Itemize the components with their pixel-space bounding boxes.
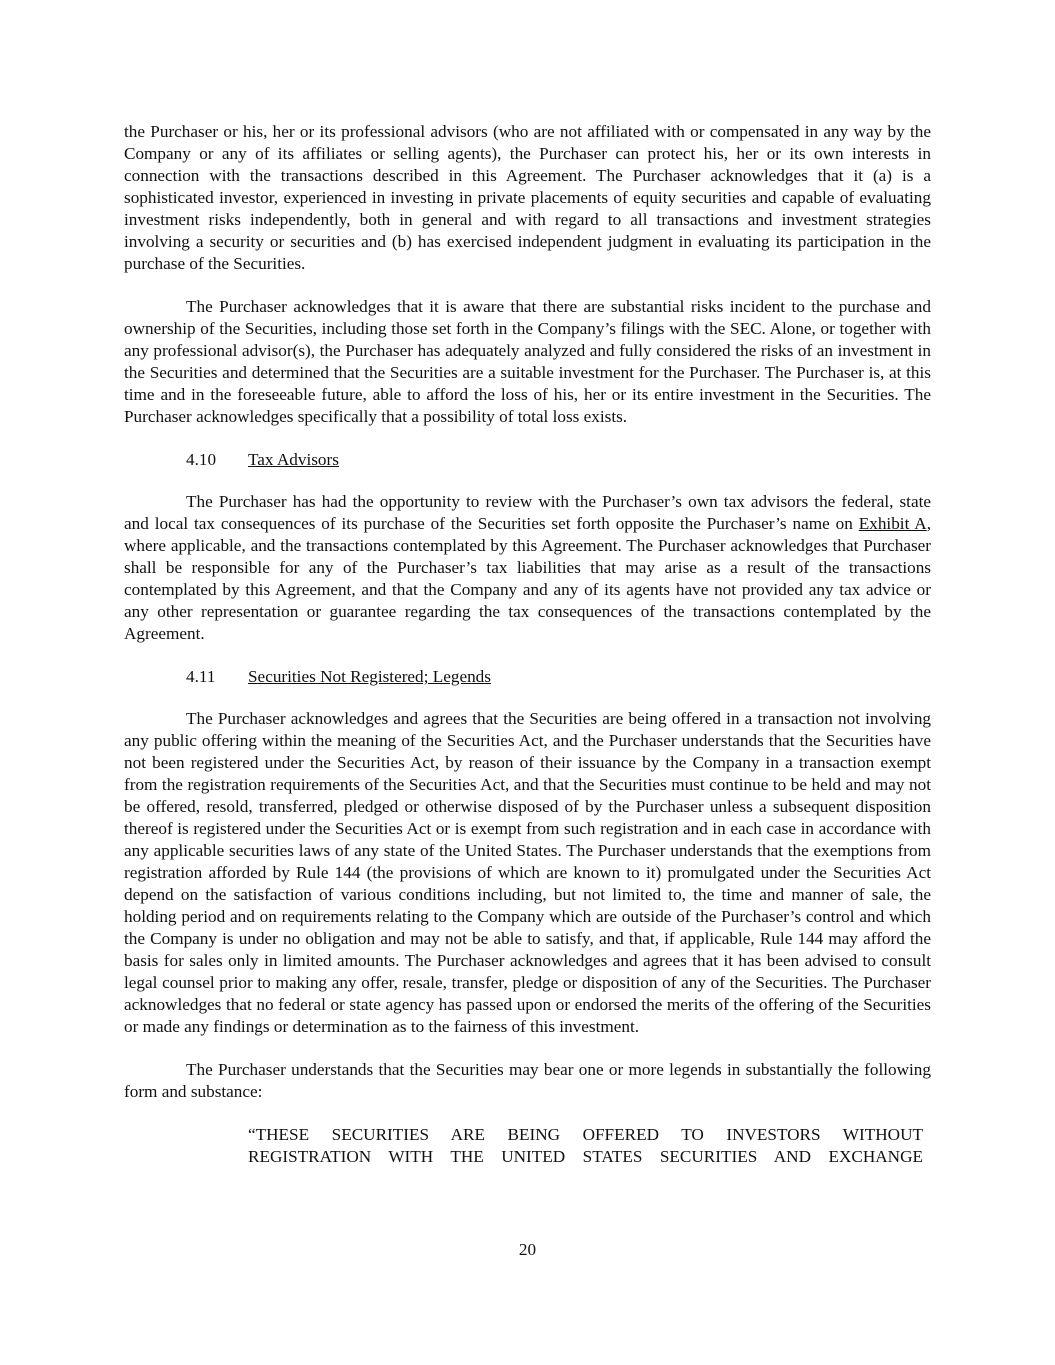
paragraph-investment-risks: The Purchaser acknowledges that it is aware that there are substantial risks incident to the purchase and ownership of the Securities, including those set forth in the Company’s filings with the SEC. Alone, or together with any professional advisor(s), the Purchaser has adequately analyzed and fully considered the risks of an investment in the Securities and determined that the Securities are a suitable investment for the Purchaser. The Purchaser is, at this time and in the foreseeable future, able to afford the loss of his, her or its entire investment in the Securities. The Purchaser acknowledges specifically that a possibility of total loss exists. bbox=[124, 297, 931, 426]
paragraph-sophisticated-investor: the Purchaser or his, her or its professional advisors (who are not affiliated with or compensated in any way by the Company or any of its affiliates or selling agents), the Purchaser can protect his, her or its own interests in connection with the transactions described in this Agreement. The Purchaser acknowledges that it (a) is a sophisticated investor, experienced in investing in private placements of equity securities and capable of evaluating investment risks independently, both in general and with regard to all transactions and investment strategies involving a security or securities and (b) has exercised independent judgment in evaluating its participation in the purchase of the Securities. bbox=[124, 122, 931, 273]
legend-block-quote bbox=[248, 1124, 923, 1168]
section-heading-securities-not-registered bbox=[186, 666, 931, 688]
tax-text-after-link: , where applicable, and the transactions contemplated by this Agreement. The Purchaser acknowledges that Purchaser shall be responsible for any of the Purchaser’s tax liabilities that may arise as a result of the transactions contemplated by this Agreement, and that the Company and any of its agents have not provided any tax advice or any other representation or guarantee regarding the tax consequences of the transactions contemplated by the Agreement. bbox=[124, 514, 931, 643]
page-number: 20 bbox=[518, 1240, 537, 1259]
paragraph-tax-advisors bbox=[124, 491, 931, 645]
paragraph-legends-intro: The Purchaser understands that the Securities may bear one or more legends in substantially the following form and substance: bbox=[124, 1060, 931, 1101]
section-heading-tax-advisors bbox=[186, 449, 931, 471]
legend-line: REGISTRATION WITH THE UNITED STATES SECURITIES AND EXCHANGE bbox=[248, 1147, 923, 1166]
section-number: 4.11 bbox=[186, 667, 216, 686]
legend-line: “THESE SECURITIES ARE BEING OFFERED TO INVESTORS WITHOUT bbox=[248, 1125, 923, 1144]
document-page bbox=[124, 121, 931, 1168]
exhibit-a-reference: Exhibit A bbox=[858, 514, 927, 533]
section-title: Tax Advisors bbox=[248, 450, 339, 469]
tax-text-before-link: The Purchaser has had the opportunity to review with the Purchaser’s own tax advisors the federal, state and local tax consequences of its purchase of the Securities set forth opposite the Purchaser’s name on bbox=[124, 492, 931, 533]
paragraph-securities-not-registered: The Purchaser acknowledges and agrees that the Securities are being offered in a transaction not involving any public offering within the meaning of the Securities Act, and the Purchaser understands that the Securities have not been registered under the Securities Act, by reason of their issuance by the Company in a transaction exempt from the registration requirements of the Securities Act, and that the Securities must continue to be held and may not be offered, resold, transferred, pledged or otherwise disposed of by the Purchaser unless a subsequent disposition thereof is registered under the Securities Act or is exempt from such registration and in each case in accordance with any applicable securities laws of any state of the United States. The Purchaser understands that the exemptions from registration afforded by Rule 144 (the provisions of which are known to it) promulgated under the Securities Act depend on the satisfaction of various conditions including, but not limited to, the time and manner of sale, the holding period and on requirements relating to the Company which are outside of the Purchaser’s control and which the Company is under no obligation and may not be able to satisfy, and that, if applicable, Rule 144 may afford the basis for sales only in limited amounts. The Purchaser acknowledges and agrees that it has been advised to consult legal counsel prior to making any offer, resale, transfer, pledge or disposition of any of the Securities. The Purchaser acknowledges that no federal or state agency has passed upon or endorsed the merits of the offering of the Securities or made any findings or determination as to the fairness of this investment. bbox=[124, 709, 931, 1036]
section-title: Securities Not Registered; Legends bbox=[248, 667, 491, 686]
section-number: 4.10 bbox=[186, 450, 217, 469]
